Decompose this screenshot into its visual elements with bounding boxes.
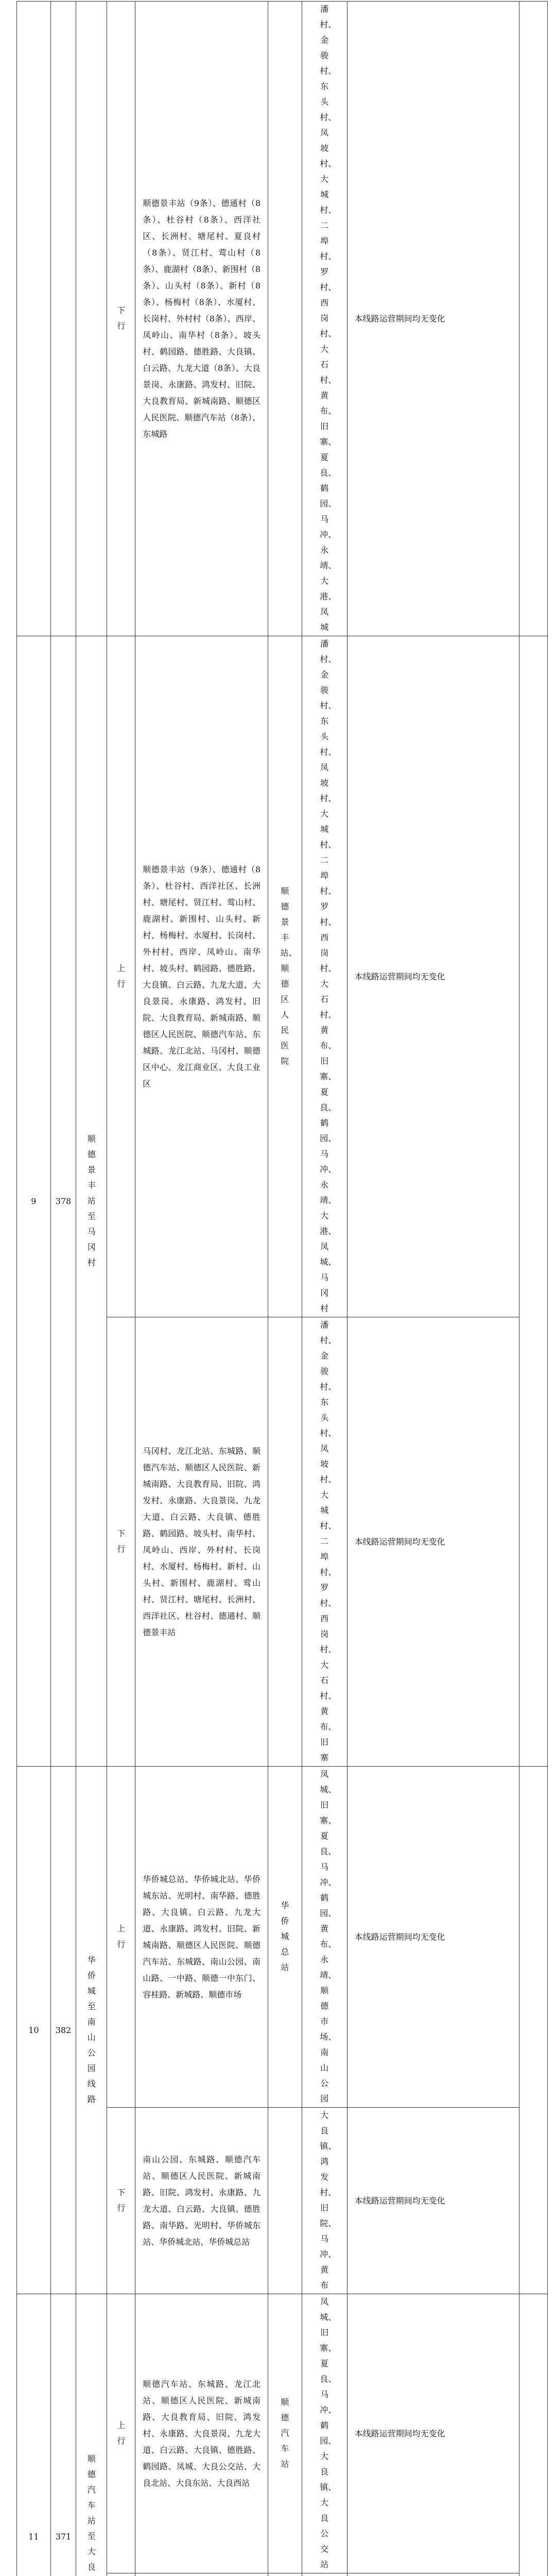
direction bbox=[107, 2108, 135, 2294]
transfer-info: 本线路运营期间均无变化 bbox=[347, 1767, 519, 2108]
route-status bbox=[519, 2, 548, 636]
direction bbox=[107, 1767, 135, 2108]
direction-text: 下行 bbox=[117, 2188, 126, 2213]
route-number bbox=[17, 2, 51, 636]
direction-text: 上行 bbox=[117, 963, 126, 989]
stop-list: 顺德汽车站、东城路、龙江北站、顺德区人民医院、新城南路、大良教育局、旧院、鸿发村、永康路、大良景岗、九龙大道、白云路、大良镇、德胜路、鹤园路、凤城、大良公交站、大良北站、大良东站、大良西站 bbox=[135, 2294, 268, 2573]
route-number: 11 bbox=[17, 2294, 51, 2576]
route-name-text: 顺德景丰站至马冈村 bbox=[87, 1134, 96, 1267]
route-row bbox=[17, 2294, 548, 2573]
transfer-info: 本线路运营期间均无变化 bbox=[347, 636, 519, 1317]
bus-route-table bbox=[16, 1, 548, 2576]
transfer-info: 本线路运营期间均无变化 bbox=[347, 2, 519, 636]
direction bbox=[107, 636, 135, 1317]
direction-text: 下行 bbox=[117, 306, 126, 331]
nearby-stops-text: 顺德景丰站、顺德区人民医院 bbox=[280, 886, 297, 1066]
line-number bbox=[50, 2, 76, 636]
transfer-info: 本线路运营期间均无变化 bbox=[347, 2108, 519, 2294]
connections-text: 潘村、金骏村、东头村、凤坡村、大城村、二埠村、罗村、西岗村、大石村、黄布、旧寨、夏良、鹤园、马冲、永靖、大港、凤城、马冈村 bbox=[320, 639, 337, 1313]
nearby-stops-text: 华侨城总站 bbox=[281, 1901, 289, 1972]
route-name bbox=[76, 636, 107, 1767]
transfer-info bbox=[347, 2573, 519, 2576]
connections bbox=[302, 2108, 347, 2294]
route-number: 10 bbox=[17, 1767, 51, 2294]
route-status bbox=[519, 636, 548, 1767]
route-row bbox=[17, 2, 548, 636]
direction bbox=[107, 1317, 135, 1767]
line-number: 382 bbox=[50, 1767, 76, 2294]
nearby-stops bbox=[268, 636, 302, 1317]
connections bbox=[302, 1317, 347, 1767]
direction bbox=[107, 2294, 135, 2573]
route-status bbox=[519, 1767, 548, 2294]
route-name bbox=[76, 2, 107, 636]
stop-list: 南山公园、东城路、顺德汽车站、顺德区人民医院、新城南路、旧院、鸿发村、永康路、九龙大道、白云路、大良镇、德胜路、南华路、光明村、华侨城东站、华侨城北站、华侨城总站 bbox=[135, 2108, 268, 2294]
direction bbox=[107, 2, 135, 636]
route-row bbox=[17, 636, 548, 1317]
route-number: 9 bbox=[17, 636, 51, 1767]
stop-list: 顺德景丰站（9条）、德通村（8条）、杜谷村、西洋社区、长洲村、塘尾村、贤江村、莺山村、鹿湖村、新围村、山头村、新村、杨梅村、水厦村、长岗村、外村村、西岸、凤岭山、南华村、坡头村、鹤园路、德胜路、大良镇、白云路、九龙大道、大良景岗、永康路、鸿发村、旧院、大良教育局、新城南路、顺德区人民医院、顺德汽车站、东城路、龙江北站、马冈村、顺德区中心、龙江商业区、大良工业区 bbox=[135, 636, 268, 1317]
connections bbox=[302, 2, 347, 636]
route-row bbox=[17, 1767, 548, 2108]
nearby-stops-text: 顺德汽车站 bbox=[281, 2397, 289, 2469]
route-name-text: 华侨城至南山公园线路 bbox=[87, 1955, 96, 2104]
direction bbox=[107, 2573, 135, 2576]
direction-text: 上行 bbox=[117, 2420, 126, 2446]
connections bbox=[302, 1767, 347, 2108]
transfer-info: 本线路运营期间均无变化 bbox=[347, 1317, 519, 1767]
connections-text: 潘村、金骏村、东头村、凤坡村、大城村、二埠村、罗村、西岗村、大石村、黄布、旧寨、夏良、鹤园、马冲、永靖、大港、凤城 bbox=[320, 4, 337, 632]
transfer-info: 本线路运营期间均无变化 bbox=[347, 2294, 519, 2573]
line-number: 378 bbox=[50, 636, 76, 1767]
nearby-stops bbox=[268, 2108, 302, 2294]
nearby-stops bbox=[268, 1317, 302, 1767]
route-name-text: 顺德汽车站至大良 bbox=[87, 2454, 96, 2572]
connections bbox=[302, 2573, 347, 2576]
line-number: 371 bbox=[50, 2294, 76, 2576]
stop-list bbox=[135, 2573, 268, 2576]
stop-list: 顺德景丰站（9条）、德通村（8条）、杜谷村（8条）、西洋社区、长洲村、塘尾村、夏良村（8条）、贤江村、莺山村（8条）、鹿湖村（8条）、新围村（8条）、山头村（8条）、新村（8条）、杨梅村（8条）、水厦村、长岗村、外村村（8条）、西岸、凤岭山、南华村（8条）、坡头村、鹤园路、德胜路、大良镇、白云路、九龙大道（8条）、大良景岗、永康路、鸿发村、旧院、大良教育局、新城南路、顺德区人民医院、顺德汽车站（8条）、东城路 bbox=[135, 2, 268, 636]
nearby-stops bbox=[268, 1767, 302, 2108]
connections-text: 凤城、旧寨、夏良、马冲、鹤园、大良镇、大良公交站 bbox=[320, 2297, 337, 2569]
nearby-stops bbox=[268, 2573, 302, 2576]
stop-list: 华侨城总站、华侨城北站、华侨城东站、光明村、南华路、德胜路、大良镇、白云路、九龙大道、永康路、鸿发村、旧院、新城南路、顺德区人民医院、顺德汽车站、东城路、南山公园、南山路、一中路、顺德一中东门、容桂路、新城路、顺德市场 bbox=[135, 1767, 268, 2108]
direction-text: 上行 bbox=[117, 1924, 126, 1949]
route-name bbox=[76, 2294, 107, 2576]
connections-text: 凤城、旧寨、夏良、马冲、鹤园、黄布、永靖、顺德市场、南山公园 bbox=[320, 1769, 337, 2104]
connections-text: 潘村、金骏村、东头村、凤坡村、大城村、二埠村、罗村、西岗村、大石村、黄布、旧寨 bbox=[320, 1320, 337, 1762]
stop-list: 马冈村、龙江北站、东城路、顺德汽车站、顺德区人民医院、新城南路、大良教育局、旧院、鸿发村、永康路、大良景岗、九龙大道、白云路、大良镇、德胜路、鹤园路、坡头村、南华村、凤岭山、西岸、外村村、长岗村、水厦村、杨梅村、新村、山头村、新围村、鹿湖村、莺山村、贤江村、塘尾村、长洲村、西洋社区、杜谷村、德通村、顺德景丰站 bbox=[135, 1317, 268, 1767]
connections bbox=[302, 2294, 347, 2573]
route-name bbox=[76, 1767, 107, 2294]
nearby-stops bbox=[268, 2, 302, 636]
connections bbox=[302, 636, 347, 1317]
route-status bbox=[519, 2294, 548, 2576]
direction-text: 下行 bbox=[117, 1529, 126, 1554]
nearby-stops bbox=[268, 2294, 302, 2573]
connections-text: 大良镇、鸿发村、旧院、马冲、黄布 bbox=[320, 2110, 337, 2290]
